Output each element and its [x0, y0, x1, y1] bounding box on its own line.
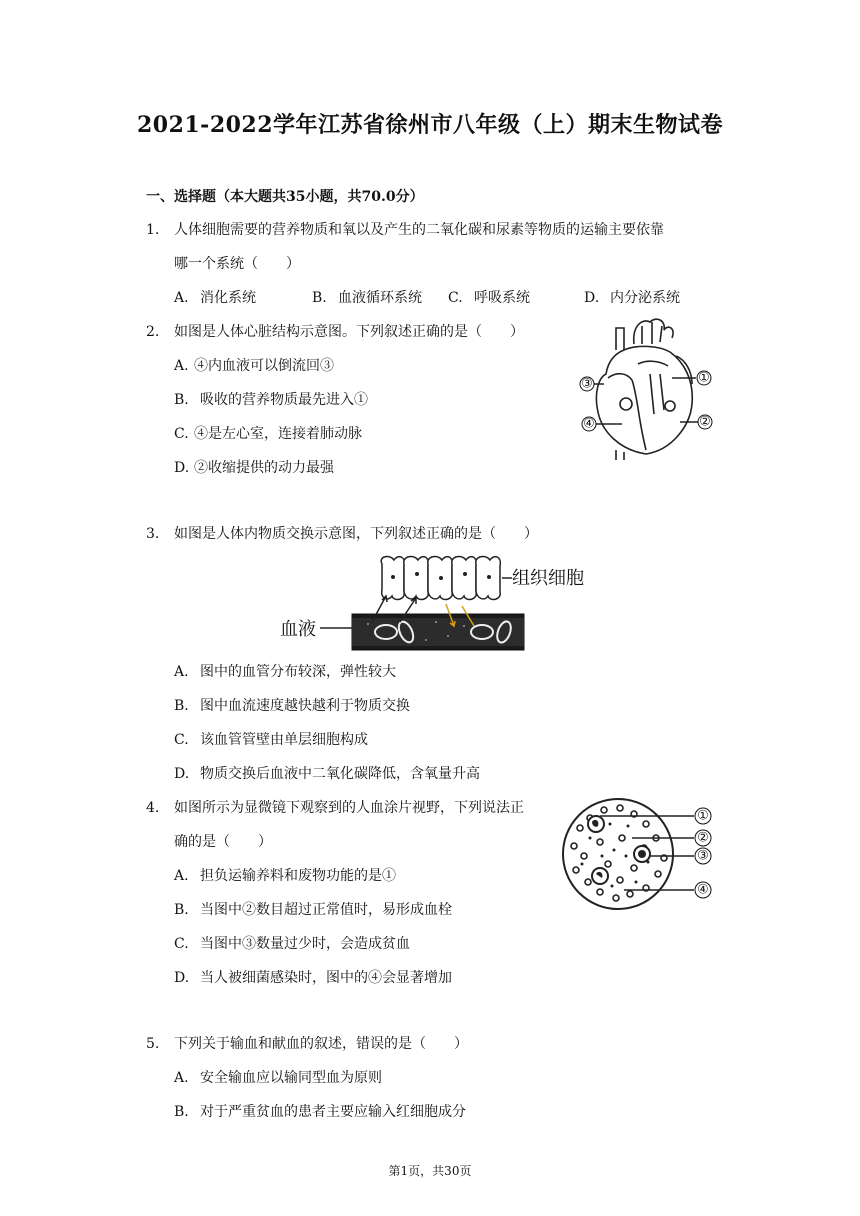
option-letter: A. [174, 290, 189, 306]
option-letter: B. [174, 1104, 189, 1120]
option-text: 血液循环系统 [338, 290, 422, 306]
option-d [174, 458, 334, 478]
heart-label-2: ② [699, 414, 711, 430]
question-number: 4. [146, 800, 160, 816]
question-number: 5. [146, 1036, 160, 1052]
option-text: 担负运输养料和废物功能的是① [200, 868, 396, 884]
option-text: 内分泌系统 [610, 290, 680, 306]
option-text: 对于严重贫血的患者主要应输入红细胞成分 [200, 1104, 466, 1120]
option-letter: A. [174, 358, 189, 374]
page-footer: 第1页，共30页 [388, 1164, 472, 1178]
option-d [174, 968, 452, 988]
option-d [174, 764, 480, 784]
question-stem-line: 下列关于输血和献血的叙述，错误的是（ ） [174, 1036, 468, 1052]
option-a [174, 288, 256, 308]
option-c [174, 934, 410, 954]
option-d [584, 288, 680, 308]
option-c [174, 730, 368, 750]
option-text: 呼吸系统 [474, 290, 530, 306]
option-text: 该血管管壁由单层细胞构成 [200, 732, 368, 748]
option-letter: C. [174, 936, 189, 952]
option-text: 当人被细菌感染时，图中的④会显著增加 [200, 970, 452, 986]
question-stem-line: 如图是人体内物质交换示意图，下列叙述正确的是（ ） [174, 526, 538, 542]
page-title: 2021-2022学年江苏省徐州市八年级（上）期末生物试卷 [136, 112, 724, 138]
question-stem-line: 人体细胞需要的营养物质和氧以及产生的二氧化碳和尿素等物质的运输主要依靠 [174, 222, 664, 238]
option-text: 当图中②数目超过正常值时，易形成血栓 [200, 902, 452, 918]
capillary-exchange-diagram [276, 552, 588, 656]
option-letter: C. [448, 290, 463, 306]
option-b [312, 288, 422, 308]
option-letter: B. [174, 392, 189, 408]
smear-label-1: ① [697, 808, 709, 824]
smear-label-2: ② [697, 830, 709, 846]
option-letter: A. [174, 868, 189, 884]
question-stem-line: 如图所示为显微镜下观察到的人血涂片视野，下列说法正 [174, 800, 524, 816]
option-letter: C. [174, 426, 189, 442]
option-a [174, 662, 396, 682]
smear-label-4: ④ [697, 882, 709, 898]
option-letter: A. [174, 1070, 189, 1086]
option-letter: D. [174, 970, 190, 986]
option-letter: B. [174, 902, 189, 918]
option-a [174, 866, 396, 886]
option-text: 当图中③数量过少时，会造成贫血 [200, 936, 410, 952]
heart-diagram [576, 314, 716, 462]
option-letter: B. [312, 290, 327, 306]
blood-label: 血液 [280, 619, 316, 640]
option-a [174, 1068, 382, 1088]
option-text: 安全输血应以输同型血为原则 [200, 1070, 382, 1086]
option-b [174, 390, 368, 410]
question-number: 1. [146, 222, 160, 238]
option-c [448, 288, 530, 308]
option-letter: B. [174, 698, 189, 714]
tissue-cells-label: 组织细胞 [512, 568, 584, 589]
heart-label-1: ① [698, 370, 710, 386]
option-letter: D. [174, 460, 190, 476]
option-text: 图中的血管分布较深，弹性较大 [200, 664, 396, 680]
option-text: 图中血流速度越快越利于物质交换 [200, 698, 410, 714]
option-text: 物质交换后血液中二氧化碳降低，含氧量升高 [200, 766, 480, 782]
question-stem-line: 哪一个系统（ ） [174, 256, 300, 272]
option-text: ④内血液可以倒流回③ [194, 358, 334, 374]
question-stem-line: 如图是人体心脏结构示意图。下列叙述正确的是（ ） [174, 324, 524, 340]
section-heading: 一、选择题（本大题共35小题，共70.0分） [146, 189, 424, 205]
question-number: 2. [146, 324, 160, 340]
blood-smear-diagram [560, 794, 716, 914]
heart-label-4: ④ [583, 416, 595, 432]
option-letter: A. [174, 664, 189, 680]
option-b [174, 900, 452, 920]
option-a [174, 356, 334, 376]
option-letter: D. [174, 766, 190, 782]
option-c [174, 424, 362, 444]
option-b [174, 696, 410, 716]
option-letter: D. [584, 290, 600, 306]
smear-label-3: ③ [697, 848, 709, 864]
option-text: ④是左心室，连接着肺动脉 [194, 426, 362, 442]
option-b [174, 1102, 466, 1122]
question-number: 3. [146, 526, 160, 542]
question-stem-line: 确的是（ ） [174, 834, 272, 850]
option-text: 消化系统 [200, 290, 256, 306]
heart-label-3: ③ [581, 376, 593, 392]
option-text: ②收缩提供的动力最强 [194, 460, 334, 476]
option-text: 吸收的营养物质最先进入① [200, 392, 368, 408]
option-letter: C. [174, 732, 189, 748]
